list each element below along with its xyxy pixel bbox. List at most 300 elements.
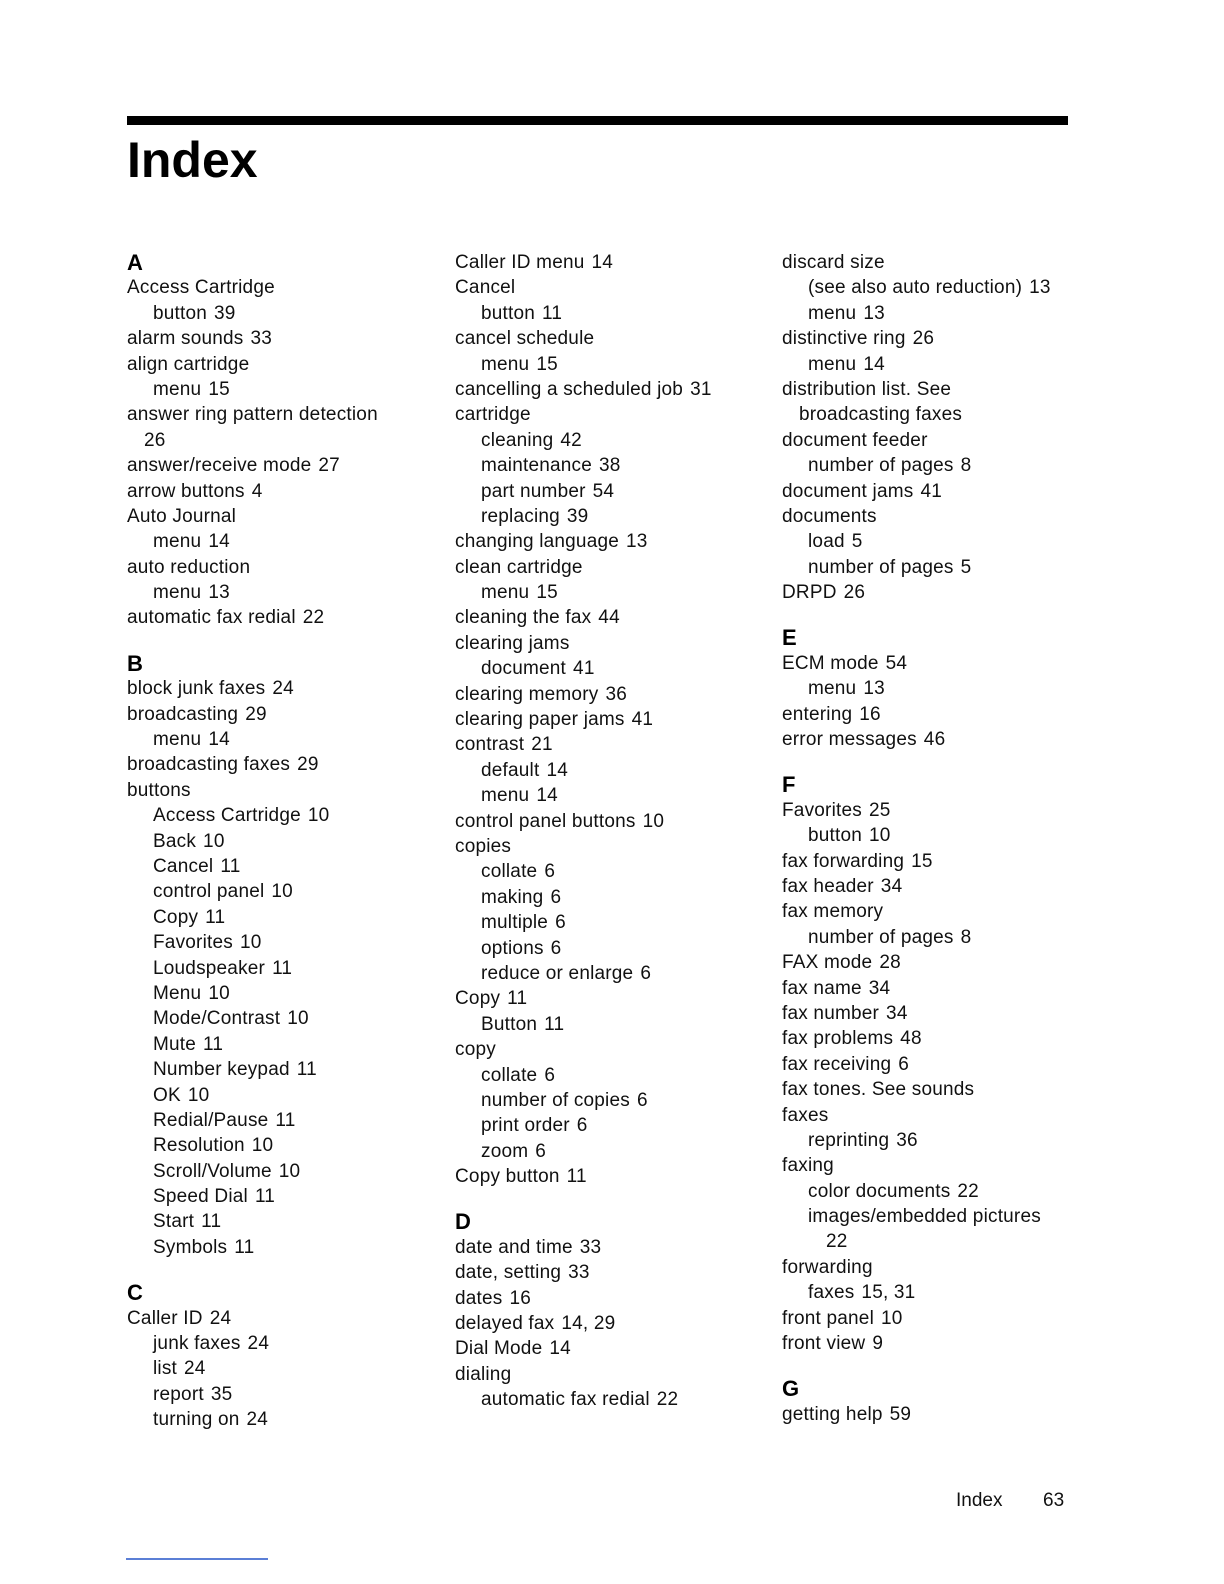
index-entry	[782, 504, 1082, 529]
page-reference: 59	[889, 1403, 912, 1425]
page-reference: 14, 29	[561, 1313, 616, 1335]
index-term: control panel buttons	[455, 810, 636, 832]
index-term: Access Cartridge	[127, 277, 275, 299]
index-term: menu	[481, 785, 530, 807]
index-entry	[127, 453, 437, 478]
index-entry	[127, 479, 437, 504]
section-letter: G	[782, 1376, 800, 1402]
section-letter: E	[782, 625, 797, 651]
index-subentry	[127, 727, 437, 752]
index-term: Symbols	[153, 1236, 228, 1258]
footer-page-number: 63	[1043, 1490, 1065, 1511]
index-term: number of copies	[481, 1089, 630, 1111]
index-subentry	[127, 803, 437, 828]
index-term: Copy	[153, 906, 199, 928]
index-entry	[455, 402, 765, 427]
index-term: Speed Dial	[153, 1186, 248, 1208]
index-subentry	[455, 428, 765, 453]
index-term: clean cartridge	[455, 556, 583, 578]
page-reference: 33	[250, 328, 273, 350]
index-subentry	[127, 1331, 437, 1356]
section-letter: F	[782, 772, 796, 798]
index-term: distinctive ring	[782, 328, 906, 350]
index-term: Resolution	[153, 1135, 245, 1157]
footer-section-label: Index	[956, 1490, 1003, 1511]
index-entry	[782, 250, 1082, 275]
page-reference: 6	[550, 886, 562, 908]
index-subentry	[127, 301, 437, 326]
index-term: automatic fax redial	[127, 607, 296, 629]
index-entry	[782, 849, 1082, 874]
index-entry	[782, 651, 1082, 676]
index-term: buttons	[127, 779, 191, 801]
index-term: block junk faxes	[127, 678, 266, 700]
page-reference: 6	[550, 937, 562, 959]
index-term: menu	[808, 302, 857, 324]
index-entry	[127, 504, 437, 529]
page-reference: 31	[690, 378, 712, 400]
index-column-1	[127, 250, 437, 1433]
index-subentry	[782, 925, 1082, 950]
index-entry	[127, 1306, 437, 1331]
page-reference: 28	[879, 952, 901, 974]
index-term: print order	[481, 1115, 570, 1137]
index-subentry	[127, 529, 437, 554]
index-entry	[455, 1235, 765, 1260]
page-reference: 11	[566, 1166, 587, 1188]
index-term: document jams	[782, 480, 914, 502]
index-term: Dial Mode	[455, 1338, 543, 1360]
index-subentry	[455, 1113, 765, 1138]
page-reference: 10	[271, 881, 293, 903]
index-term: maintenance	[481, 455, 592, 477]
index-subentry	[782, 676, 1082, 701]
index-term: dialing	[455, 1363, 512, 1385]
page-reference: 11	[201, 1211, 222, 1233]
page-reference: 14	[591, 252, 614, 273]
index-term: clearing jams	[455, 632, 570, 654]
page-reference: 10	[881, 1307, 903, 1329]
index-term: Button	[481, 1013, 538, 1035]
index-entry	[455, 326, 765, 351]
page-reference: 41	[573, 658, 595, 680]
index-subentry	[127, 1407, 437, 1432]
section-letter: B	[127, 650, 143, 676]
index-term: distribution list. See	[782, 378, 952, 400]
page-reference: 16	[509, 1287, 532, 1309]
section-gap	[127, 1260, 437, 1280]
index-term: menu	[808, 678, 857, 700]
index-term: fax name	[782, 977, 862, 999]
index-entry	[782, 377, 1082, 402]
index-entry	[782, 580, 1082, 605]
index-subentry	[455, 783, 765, 808]
index-term: answer/receive mode	[127, 455, 312, 477]
page-reference: 34	[868, 977, 891, 999]
index-term: menu	[481, 353, 530, 375]
page-reference: 11	[507, 988, 528, 1010]
index-term: Back	[153, 830, 197, 852]
page-reference: 24	[184, 1358, 206, 1380]
index-entry	[782, 874, 1082, 899]
index-term: Copy button	[455, 1166, 560, 1188]
page-reference: 33	[579, 1236, 602, 1258]
index-subentry	[127, 1083, 437, 1108]
index-entry	[455, 377, 765, 402]
index-entry	[127, 676, 437, 701]
page-reference: 46	[923, 729, 946, 751]
index-term: replacing	[481, 505, 560, 527]
page-reference: 14	[208, 729, 230, 751]
index-term: fax tones. See sounds	[782, 1079, 975, 1101]
page-reference: 21	[531, 734, 553, 756]
page-reference: 6	[640, 962, 652, 984]
index-term: turning on	[153, 1409, 240, 1431]
page-reference: 29	[245, 703, 267, 725]
index-term: Caller ID	[127, 1307, 203, 1329]
index-term: images/embedded pictures	[808, 1206, 1041, 1228]
index-subentry	[782, 402, 1082, 427]
index-term: collate	[481, 861, 538, 883]
page-reference: 10	[203, 830, 225, 852]
index-entry	[782, 1052, 1082, 1077]
index-entry	[782, 1153, 1082, 1178]
index-subentry	[455, 885, 765, 910]
page-reference: 11	[234, 1236, 255, 1258]
index-term: Redial/Pause	[153, 1109, 269, 1131]
page-reference: 11	[296, 1059, 317, 1081]
index-entry	[127, 555, 437, 580]
index-term: faxing	[782, 1155, 834, 1177]
index-term: Copy	[455, 988, 501, 1010]
page-reference: 6	[544, 1064, 556, 1086]
index-entry	[455, 1037, 765, 1062]
page-reference: 11	[203, 1033, 224, 1055]
index-term: auto reduction	[127, 556, 251, 578]
page-reference: 13	[863, 678, 885, 700]
index-subentry	[127, 956, 437, 981]
section-letter: C	[127, 1280, 143, 1306]
page-reference: 15, 31	[861, 1282, 916, 1304]
page-reference: 24	[272, 678, 294, 700]
index-entry	[782, 1331, 1082, 1356]
page-reference: 6	[535, 1140, 547, 1162]
index-column-2	[455, 250, 765, 1413]
index-entry	[782, 702, 1082, 727]
page-reference: 13	[1029, 277, 1051, 299]
page-reference: 41	[920, 480, 942, 502]
index-term: fax header	[782, 875, 874, 897]
index-term: reduce or enlarge	[481, 962, 634, 984]
index-term: forwarding	[782, 1256, 873, 1278]
section-gap	[782, 1356, 1082, 1376]
page-reference: 6	[898, 1053, 910, 1075]
index-term: broadcasting faxes	[127, 754, 291, 776]
index-term: OK	[153, 1084, 181, 1106]
index-subentry	[127, 1032, 437, 1057]
page-reference: 16	[859, 703, 881, 725]
index-subentry	[127, 428, 437, 453]
index-subentry	[455, 1088, 765, 1113]
index-term: DRPD	[782, 582, 837, 604]
bottom-link-underline	[126, 1558, 268, 1560]
page-reference: 15	[536, 582, 558, 604]
section-letter: A	[127, 250, 143, 275]
page-reference: 11	[272, 957, 293, 979]
index-term: button	[808, 825, 863, 847]
index-subentry	[782, 823, 1082, 848]
index-subentry	[455, 580, 765, 605]
index-term: list	[153, 1358, 178, 1380]
index-term: default	[481, 759, 540, 781]
page-reference: 14	[549, 1338, 571, 1360]
page-reference: 10	[187, 1084, 210, 1106]
index-term: copies	[455, 835, 512, 857]
index-term: making	[481, 886, 544, 908]
index-entry	[782, 1255, 1082, 1280]
index-subentry	[782, 1179, 1082, 1204]
index-term: Mute	[153, 1033, 197, 1055]
index-term: number of pages	[808, 926, 954, 948]
index-term: Favorites	[782, 799, 862, 821]
index-entry	[455, 732, 765, 757]
index-term: 26	[144, 429, 166, 451]
page-reference: 25	[868, 799, 891, 821]
index-subentry	[127, 1209, 437, 1234]
page-reference: 11	[205, 906, 226, 928]
index-term: collate	[481, 1064, 538, 1086]
page-reference: 10	[287, 1008, 309, 1030]
index-term: part number	[481, 480, 586, 502]
page-reference: 6	[544, 861, 556, 883]
page-reference: 54	[885, 652, 908, 674]
page-reference: 10	[642, 810, 665, 832]
page-reference: 29	[297, 754, 319, 776]
index-subentry	[455, 961, 765, 986]
page-reference: 42	[560, 429, 582, 451]
page-reference: 15	[911, 850, 933, 872]
page-reference: 39	[566, 505, 589, 527]
page-reference: 5	[960, 556, 972, 578]
index-entry	[455, 275, 765, 300]
index-subentry	[455, 910, 765, 935]
index-subentry	[455, 936, 765, 961]
index-subentry	[455, 301, 765, 326]
index-term: changing language	[455, 531, 619, 553]
index-subentry	[782, 1280, 1082, 1305]
index-term: clearing paper jams	[455, 709, 625, 731]
index-term: menu	[153, 582, 202, 604]
page-reference: 14	[863, 353, 885, 375]
index-term: Scroll/Volume	[153, 1160, 272, 1182]
index-term: date and time	[455, 1236, 573, 1258]
index-term: Loudspeaker	[153, 957, 266, 979]
index-subentry	[127, 905, 437, 930]
index-subentry	[127, 829, 437, 854]
page-reference: 22	[957, 1180, 979, 1202]
index-entry	[455, 809, 765, 834]
index-term: menu	[153, 531, 202, 553]
index-term: document feeder	[782, 429, 928, 451]
page-reference: 13	[208, 582, 230, 604]
page-reference: 24	[209, 1307, 232, 1329]
index-subentry	[455, 1012, 765, 1037]
page-reference: 27	[318, 455, 340, 477]
index-term: FAX mode	[782, 952, 873, 974]
index-entry	[455, 707, 765, 732]
index-entry	[782, 479, 1082, 504]
index-subentry	[455, 758, 765, 783]
page-reference: 10	[251, 1135, 274, 1157]
page-reference: 11	[275, 1109, 296, 1131]
index-term: cancel schedule	[455, 328, 595, 350]
page-reference: 13	[863, 302, 885, 324]
index-term: 22	[826, 1231, 848, 1253]
page-reference: 48	[900, 1028, 922, 1050]
index-subentry	[127, 1356, 437, 1381]
page-reference: 4	[251, 480, 263, 502]
index-term: Menu	[153, 982, 202, 1004]
index-subentry	[127, 377, 437, 402]
index-term: automatic fax redial	[481, 1389, 650, 1411]
index-entry	[127, 702, 437, 727]
page-reference: 10	[239, 932, 262, 954]
index-term: (see also auto reduction)	[808, 277, 1023, 299]
index-column-3	[782, 250, 1082, 1427]
index-term: menu	[481, 582, 530, 604]
index-entry	[127, 275, 437, 300]
index-term: Number keypad	[153, 1059, 290, 1081]
page-reference: 34	[880, 875, 903, 897]
index-subentry	[782, 529, 1082, 554]
section-gap	[127, 631, 437, 651]
index-term: copy	[455, 1039, 496, 1061]
page-reference: 6	[576, 1115, 588, 1137]
index-entry	[455, 1260, 765, 1285]
index-subentry	[782, 275, 1082, 300]
page-reference: 10	[278, 1160, 301, 1182]
page-reference: 36	[605, 683, 627, 705]
index-term: multiple	[481, 912, 549, 934]
index-entry	[782, 1306, 1082, 1331]
index-term: answer ring pattern detection	[127, 404, 378, 426]
page-reference: 10	[869, 825, 891, 847]
top-rule	[127, 116, 1068, 125]
page-reference: 6	[555, 912, 566, 934]
index-entry	[127, 778, 437, 803]
index-entry	[455, 682, 765, 707]
index-subentry	[782, 352, 1082, 377]
index-entry	[782, 326, 1082, 351]
index-subentry	[455, 504, 765, 529]
index-entry	[455, 555, 765, 580]
page-reference: 24	[246, 1409, 269, 1431]
index-term: Cancel	[455, 277, 516, 299]
index-entry	[127, 605, 437, 630]
page-reference: 44	[598, 607, 620, 629]
index-term: button	[481, 302, 536, 324]
index-term: align cartridge	[127, 353, 250, 375]
index-term: report	[153, 1383, 204, 1405]
index-entry	[455, 834, 765, 859]
index-entry	[782, 727, 1082, 752]
index-term: reprinting	[808, 1129, 890, 1151]
index-term: faxes	[808, 1282, 855, 1304]
index-term: number of pages	[808, 455, 954, 477]
index-term: cleaning	[481, 429, 554, 451]
index-term: options	[481, 937, 544, 959]
index-subentry	[127, 854, 437, 879]
section-gap	[455, 1189, 765, 1209]
index-subentry	[782, 453, 1082, 478]
section-gap	[782, 752, 1082, 772]
index-entry	[455, 250, 765, 275]
index-subentry	[782, 301, 1082, 326]
index-entry	[782, 1402, 1082, 1427]
page-reference: 11	[254, 1186, 276, 1208]
page-reference: 10	[307, 805, 330, 827]
index-term: error messages	[782, 729, 917, 751]
index-term: fax problems	[782, 1028, 894, 1050]
page-reference: 15	[536, 353, 558, 375]
index-term: front view	[782, 1333, 866, 1355]
index-entry	[782, 899, 1082, 924]
index-term: menu	[153, 378, 202, 400]
page-reference: 8	[960, 926, 972, 948]
index-entry	[455, 1286, 765, 1311]
section-gap	[782, 605, 1082, 625]
page-reference: 54	[592, 480, 615, 502]
index-term: fax memory	[782, 901, 884, 923]
index-term: cleaning the fax	[455, 607, 592, 629]
index-subentry	[782, 1128, 1082, 1153]
index-subentry	[455, 859, 765, 884]
index-term: discard size	[782, 252, 885, 273]
index-subentry	[127, 1159, 437, 1184]
page-reference: 26	[912, 328, 935, 350]
index-subentry	[127, 1057, 437, 1082]
page-reference: 14	[208, 531, 230, 553]
page-reference: 11	[544, 1013, 565, 1035]
index-entry	[127, 326, 437, 351]
index-term: document	[481, 658, 567, 680]
index-term: load	[808, 531, 845, 553]
index-subentry	[782, 1204, 1082, 1229]
index-subentry	[455, 656, 765, 681]
page-reference: 33	[568, 1262, 590, 1284]
index-entry	[782, 798, 1082, 823]
page-reference: 14	[536, 785, 558, 807]
index-subentry	[455, 1139, 765, 1164]
page-reference: 22	[302, 607, 325, 629]
page-title: Index	[127, 132, 258, 188]
index-subentry	[782, 555, 1082, 580]
index-subentry	[455, 352, 765, 377]
index-entry	[127, 352, 437, 377]
index-entry	[782, 950, 1082, 975]
page-reference: 6	[636, 1089, 648, 1111]
index-term: broadcasting faxes	[799, 404, 963, 426]
index-term: front panel	[782, 1307, 874, 1329]
page-reference: 41	[631, 709, 654, 731]
index-term: arrow buttons	[127, 480, 245, 502]
index-term: Access Cartridge	[153, 805, 301, 827]
index-term: entering	[782, 703, 853, 725]
index-entry	[782, 1103, 1082, 1128]
index-term: getting help	[782, 1403, 883, 1425]
index-subentry	[127, 580, 437, 605]
index-entry	[127, 752, 437, 777]
